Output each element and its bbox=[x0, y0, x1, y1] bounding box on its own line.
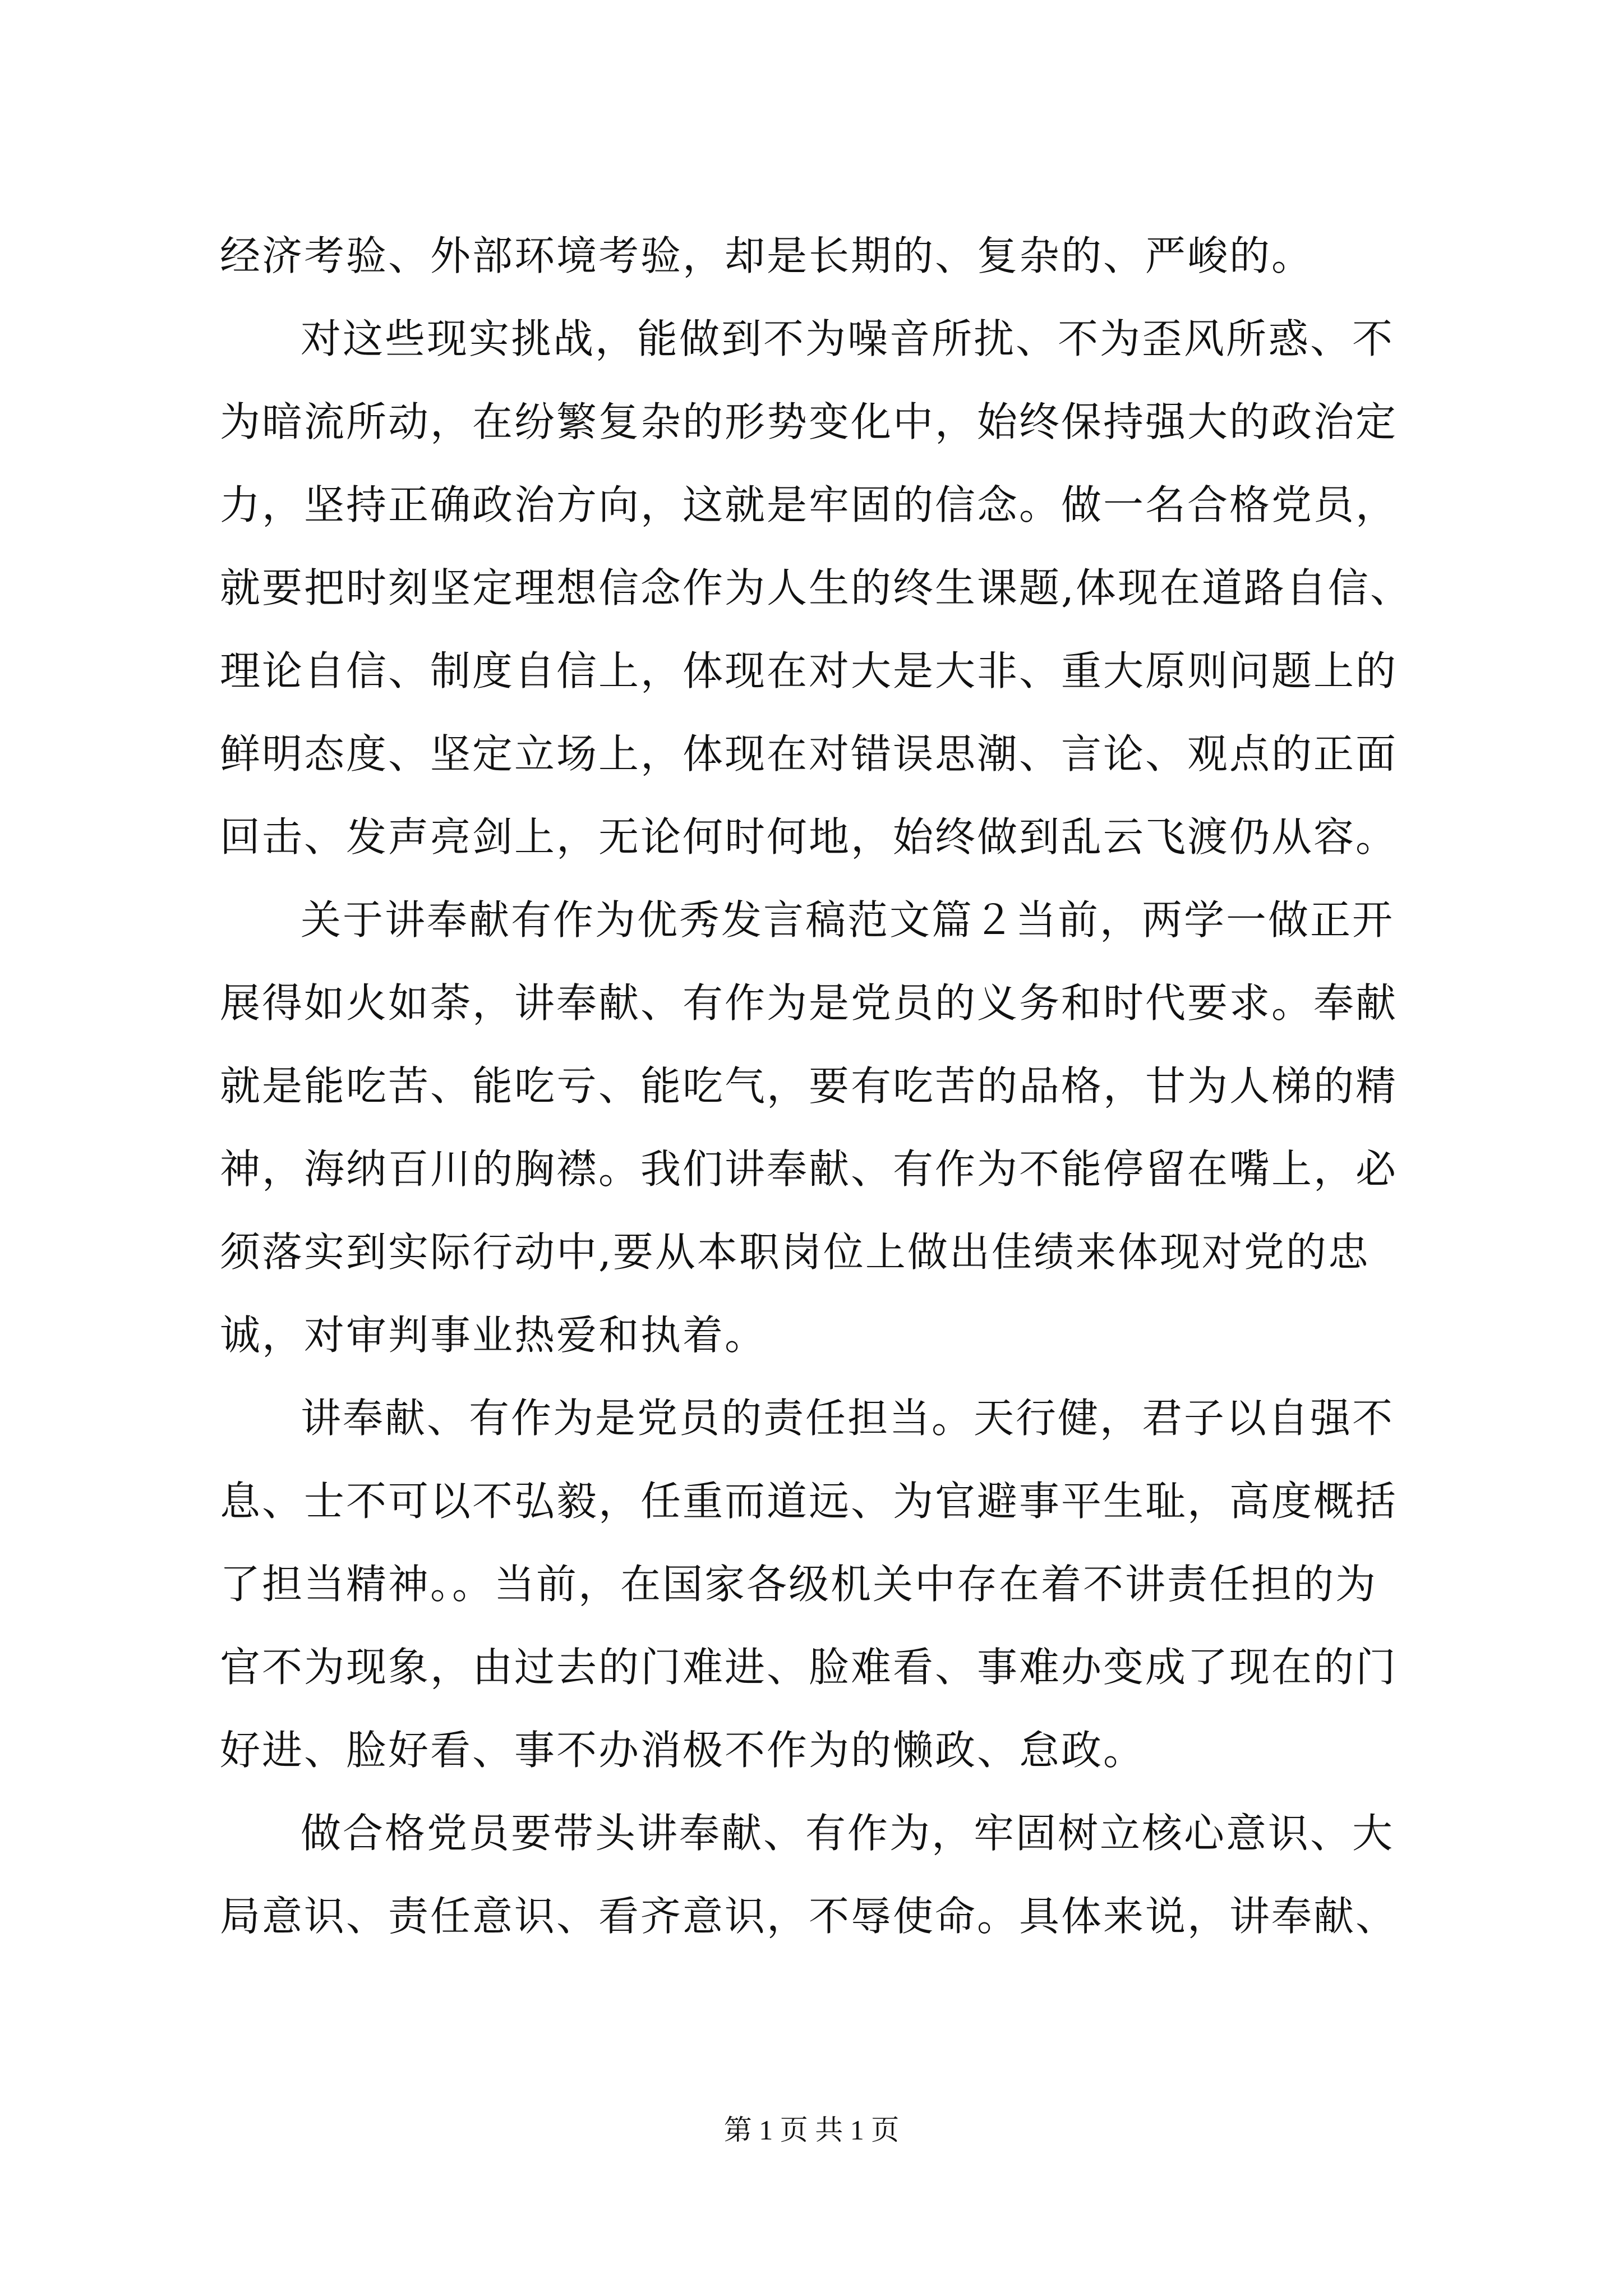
text-line: 为暗流所动，在纷繁复杂的形势变化中，始终保持强大的政治定 bbox=[220, 398, 1398, 445]
text-line: 神，海纳百川的胸襟。我们讲奉献、有作为不能停留在嘴上，必 bbox=[220, 1145, 1398, 1193]
paragraph-first-line: 对这些现实挑战，能做到不为噪音所扰、不为歪风所惑、不 bbox=[301, 315, 1395, 362]
text-line: 展得如火如荼，讲奉献、有作为是党员的义务和时代要求。奉献 bbox=[220, 979, 1398, 1027]
paragraph-first-line: 讲奉献、有作为是党员的责任担当。天行健，君子以自强不 bbox=[301, 1395, 1395, 1442]
text-line: 就是能吃苦、能吃亏、能吃气，要有吃苦的品格，甘为人梯的精 bbox=[220, 1062, 1398, 1110]
page-footer: 第 1 页 共 1 页 bbox=[723, 2114, 900, 2146]
text-line: 鲜明态度、坚定立场上，体现在对错误思潮、言论、观点的正面 bbox=[220, 730, 1398, 777]
text-line: 就要把时刻坚定理想信念作为人生的终生课题,体现在道路自信、 bbox=[220, 564, 1412, 611]
text-line: 经济考验、外部环境考验，却是长期的、复杂的、严峻的。 bbox=[220, 232, 1314, 279]
text-line: 息、士不可以不弘毅，任重而道远、为官避事平生耻，高度概括 bbox=[220, 1478, 1398, 1525]
text-line: 诚，对审判事业热爱和执着。 bbox=[220, 1312, 767, 1359]
text-line: 官不为现象，由过去的门难进、脸难看、事难办变成了现在的门 bbox=[220, 1644, 1398, 1691]
text-line: 好进、脸好看、事不办消极不作为的懒政、怠政。 bbox=[220, 1727, 1146, 1774]
paragraph-first-line: 关于讲奉献有作为优秀发言稿范文篇２当前，两学一做正开 bbox=[301, 896, 1395, 944]
text-line: 理论自信、制度自信上，体现在对大是大非、重大原则问题上的 bbox=[220, 647, 1398, 694]
text-line: 须落实到实际行动中,要从本职岗位上做出佳绩来体现对党的忠 bbox=[220, 1228, 1370, 1276]
paragraph-first-line: 做合格党员要带头讲奉献、有作为，牢固树立核心意识、大 bbox=[301, 1810, 1395, 1857]
text-line: 回击、发声亮剑上，无论何时何地，始终做到乱云飞渡仍从容。 bbox=[220, 813, 1398, 861]
text-line: 力，坚持正确政治方向，这就是牢固的信念。做一名合格党员， bbox=[220, 481, 1398, 528]
text-line: 局意识、责任意识、看齐意识，不辱使命。具体来说，讲奉献、 bbox=[220, 1893, 1398, 1940]
text-line: 了担当精神。。当前，在国家各级机关中存在着不讲责任担的为 bbox=[220, 1561, 1378, 1608]
